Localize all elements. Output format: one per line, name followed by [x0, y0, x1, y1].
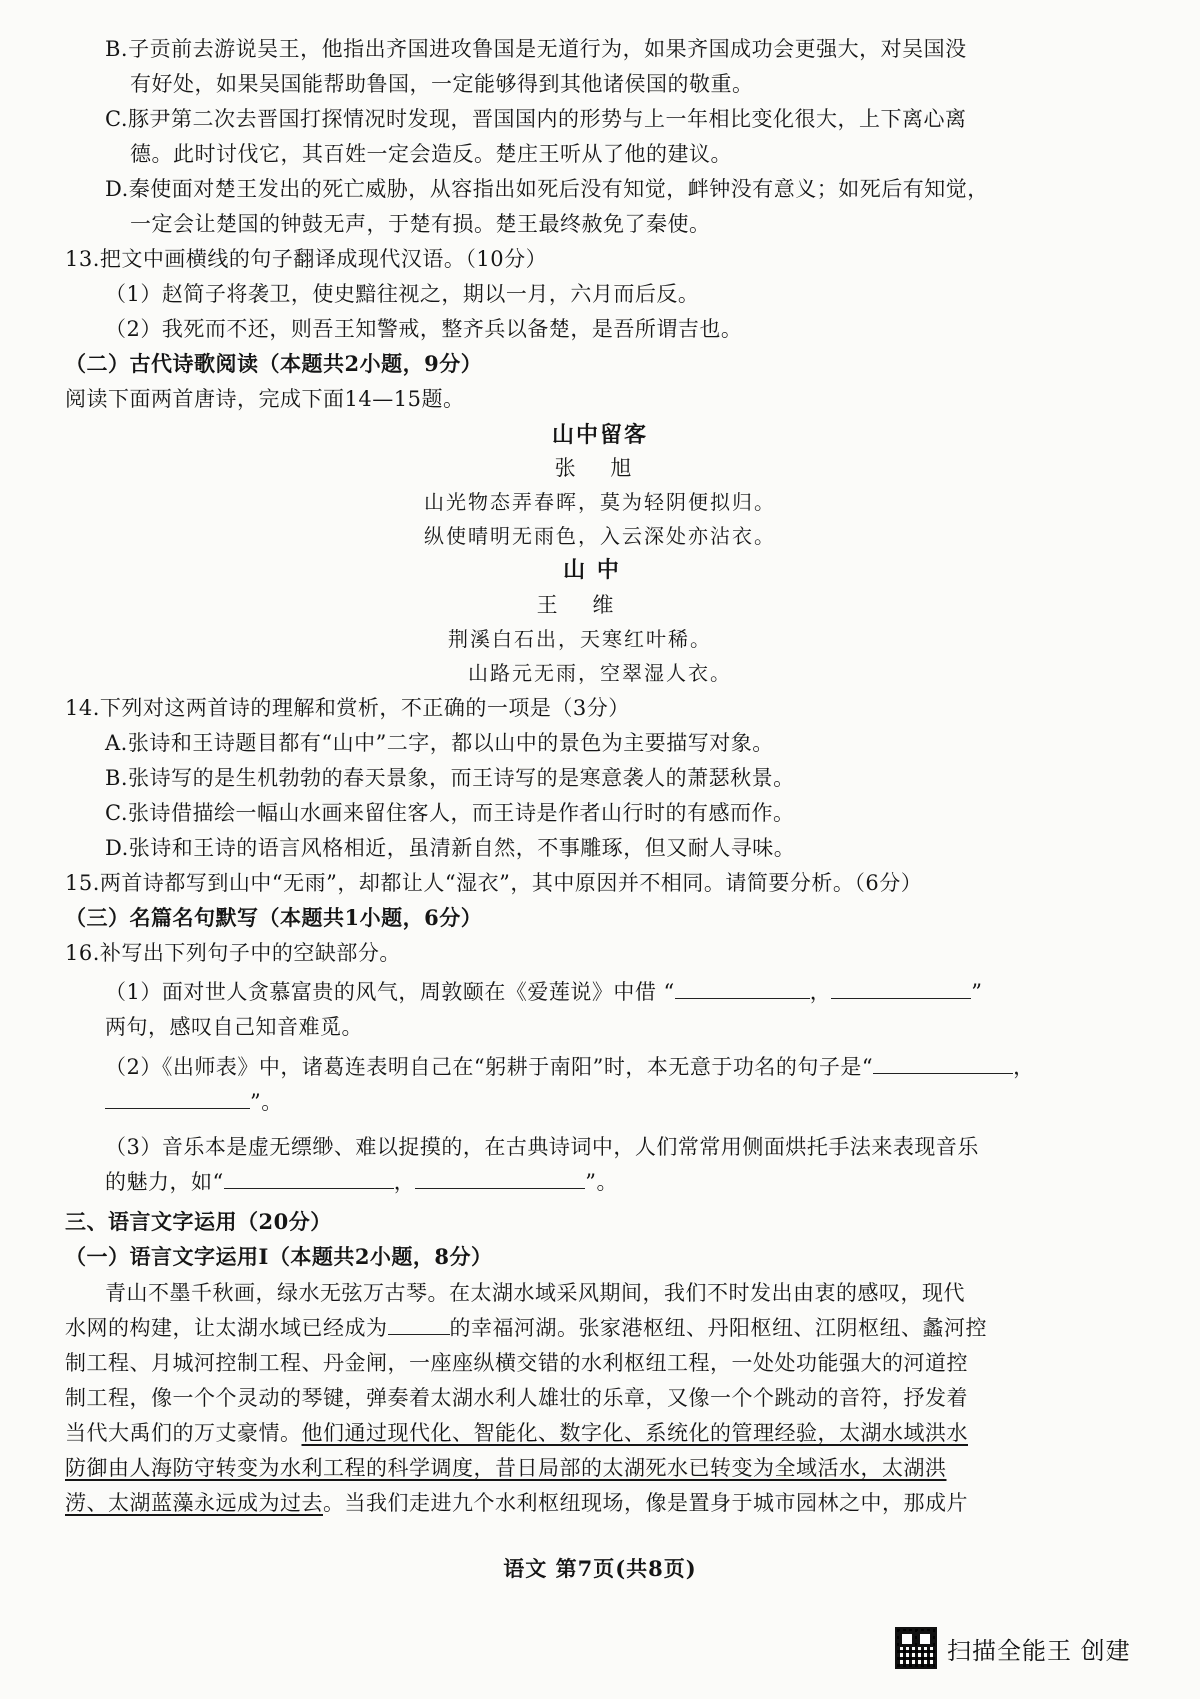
q12-option-d-line1: D.秦使面对楚王发出的死亡威胁，从容指出如死后没有知觉，衅钟没有意义；如死后有知觉， — [105, 177, 989, 201]
qr-code-icon — [895, 1627, 937, 1669]
q12-option-c-line1: C.豚尹第二次去晋国打探情况时发现，晋国国内的形势与上一年相比变化很大，上下离心离 — [105, 107, 967, 131]
poem1-title: 山中留客 — [551, 422, 648, 448]
passage-line-2 — [65, 1313, 1145, 1343]
q16-item-1-blank-2[interactable] — [831, 978, 971, 999]
q16-item-3-blank-2[interactable] — [415, 1168, 585, 1189]
q16-item-3-comma: ， — [393, 1170, 416, 1194]
poem1-author: 张 旭 — [554, 456, 646, 480]
passage-line-7 — [65, 1488, 1145, 1518]
poem1-line2: 纵使晴明无雨色，入云深处亦沾衣。 — [424, 524, 776, 548]
passage-underlined-sentence-part2: 防御由人海防守转变为水利工程的科学调度，昔日局部的太湖死水已转变为全域活水，太湖洪 — [65, 1456, 947, 1480]
passage-line-1: 青山不墨千秋画，绿水无弦万古琴。在太湖水域采风期间，我们不时发出由衷的感叹，现代 — [105, 1281, 965, 1305]
q16-item-3-text: 的魅力，如“ — [105, 1170, 224, 1194]
q13-stem: 13.把文中画横线的句子翻译成现代汉语。（10分） — [65, 247, 548, 271]
poetry-intro: 阅读下面两首唐诗，完成下面14—15题。 — [65, 387, 465, 411]
language-section-heading: 三、语言文字运用（20分） — [65, 1209, 332, 1234]
q12-option-c-line2: 德。此时讨伐它，其百姓一定会造反。楚庄王听从了他的建议。 — [130, 142, 732, 166]
q16-item-2-close: ”。 — [250, 1090, 283, 1114]
q16-item-3-line1: （3）音乐本是虚无缥缈、难以捉摸的，在古典诗词中，人们常常用侧面烘托手法来表现音乐 — [105, 1135, 979, 1159]
scanner-watermark — [895, 1626, 1185, 1670]
passage-line-2-a: 水网的构建，让太湖水域已经成为 — [65, 1316, 388, 1340]
q14-option-d: D.张诗和王诗的语言风格相近，虽清新自然，不事雕琢，但又耐人寻味。 — [105, 836, 796, 860]
q16-item-3-blank-1[interactable] — [224, 1168, 394, 1189]
poetry-section-heading: （二）古代诗歌阅读（本题共2小题，9分） — [65, 351, 483, 376]
q16-item-2-blank-2[interactable] — [105, 1088, 250, 1109]
q16-item-2-comma: ， — [1013, 1055, 1035, 1079]
q16-item-1-close: ” — [971, 980, 983, 1004]
poem2-title: 山 中 — [563, 557, 621, 583]
q15-stem: 15.两首诗都写到山中“无雨”，却都让人“湿衣”，其中原因并不相同。请简要分析。（6分） — [65, 871, 923, 895]
q16-item-2-text: （2）《出师表》中，诸葛连表明自己在“躬耕于南阳”时，本无意于功名的句子是“ — [105, 1055, 874, 1079]
q14-option-b: B.张诗写的是生机勃勃的春天景象，而王诗写的是寒意袭人的萧瑟秋景。 — [105, 766, 795, 790]
passage-line-5 — [65, 1418, 1145, 1448]
passage-line-2-b: 的幸福河湖。张家港枢纽、丹阳枢纽、江阴枢纽、蠡河控 — [449, 1316, 987, 1340]
scanner-watermark-text: 扫描全能王 创建 — [947, 1636, 1131, 1665]
q16-item-2-line1 — [105, 1052, 1185, 1082]
passage-blank[interactable] — [388, 1314, 450, 1335]
q16-item-1-text: （1）面对世人贪慕富贵的风气，周敦颐在《爱莲说》中借 “ — [105, 980, 675, 1004]
language-subsection-heading: （一）语言文字运用Ⅰ（本题共2小题，8分） — [65, 1244, 493, 1269]
q16-item-1-line2: 两句，感叹自己知音难觅。 — [105, 1015, 363, 1039]
q16-item-1-comma: ， — [809, 980, 832, 1004]
q16-item-2-line2 — [105, 1087, 1185, 1117]
poem1-line1: 山光物态弄春晖，莫为轻阴便拟归。 — [424, 490, 776, 514]
q16-item-1-line1 — [105, 977, 1185, 1007]
q14-option-c: C.张诗借描绘一幅山水画来留住客人，而王诗是作者山行时的有感而作。 — [105, 801, 795, 825]
q16-item-2-blank-1[interactable] — [873, 1053, 1013, 1074]
passage-line-7-b: 。当我们走进九个水利枢纽现场，像是置身于城市园林之中，那成片 — [323, 1491, 968, 1515]
poem2-line2: 山路元无雨，空翠湿人衣。 — [468, 661, 732, 685]
passage-underlined-sentence-part3: 涝、太湖蓝藻永远成为过去 — [65, 1491, 323, 1515]
q16-stem: 16.补写出下列句子中的空缺部分。 — [65, 941, 401, 965]
q13-sentence-2: （2）我死而不还，则吾王知警戒，整齐兵以备楚，是吾所谓吉也。 — [105, 317, 743, 341]
q12-option-b-line2: 有好处，如果吴国能帮助鲁国，一定能够得到其他诸侯国的敬重。 — [130, 72, 754, 96]
q13-sentence-1: （1）赵简子将袭卫，使史黯往视之，期以一月，六月而后反。 — [105, 282, 700, 306]
q12-option-d-line2: 一定会让楚国的钟鼓无声，于楚有损。楚王最终赦免了秦使。 — [130, 212, 711, 236]
passage-line-3: 制工程、月城河控制工程、丹金闸，一座座纵横交错的水利枢纽工程，一处处功能强大的河道控 — [65, 1351, 968, 1375]
poem2-line1: 荆溪白石出，天寒红叶稀。 — [448, 627, 712, 651]
poem2-author: 王 维 — [536, 593, 628, 617]
page-footer: 语文 第7页(共8页) — [503, 1556, 697, 1581]
q12-option-b-line1: B.子贡前去游说吴王，他指出齐国进攻鲁国是无道行为，如果齐国成功会更强大，对吴国没 — [105, 37, 967, 61]
passage-line-4: 制工程，像一个个灵动的琴键，弹奏着太湖水利人雄壮的乐章，又像一个个跳动的音符，抒发着 — [65, 1386, 968, 1410]
q14-option-a: A.张诗和王诗题目都有“山中”二字，都以山中的景色为主要描写对象。 — [105, 731, 774, 755]
q16-item-3-close: ”。 — [585, 1170, 618, 1194]
passage-underlined-sentence-part1: 他们通过现代化、智能化、数字化、系统化的管理经验，太湖水域洪水 — [301, 1421, 968, 1445]
recite-section-heading: （三）名篇名句默写（本题共1小题，6分） — [65, 905, 483, 930]
q14-stem: 14.下列对这两首诗的理解和赏析，不正确的一项是（3分） — [65, 696, 630, 720]
passage-line-5-a: 当代大禹们的万丈豪情。 — [65, 1421, 302, 1445]
q16-item-1-blank-1[interactable] — [675, 978, 810, 999]
q16-item-3-line2 — [105, 1167, 1185, 1197]
